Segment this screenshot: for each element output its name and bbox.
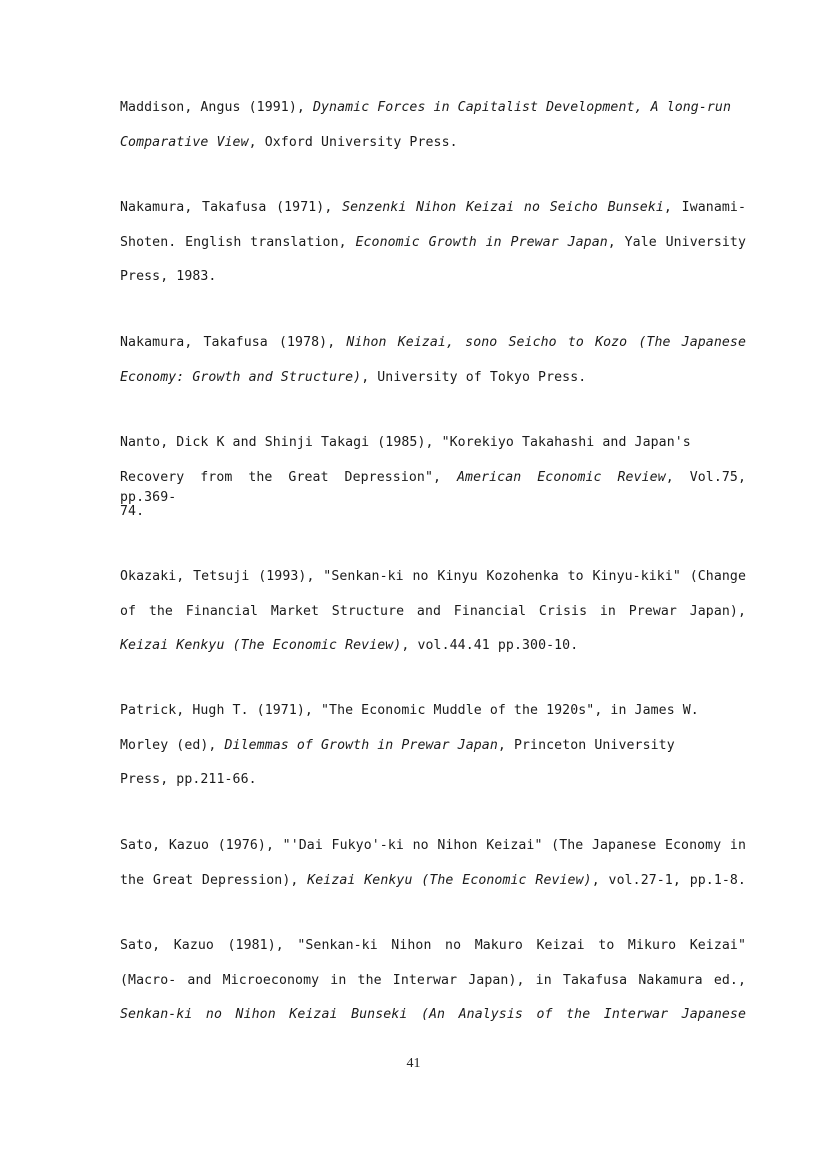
reference-italic-text: Senkan-ki no Nihon Keizai Bunseki (An Analysis of the Interwar Japanese bbox=[120, 1007, 746, 1022]
reference-line bbox=[120, 602, 746, 622]
reference-text: , vol.44.41 pp.300-10. bbox=[401, 638, 579, 653]
reference-italic-text: Dilemmas of Growth in Prewar Japan bbox=[224, 737, 498, 753]
reference-line bbox=[120, 468, 747, 505]
reference-text: Sato, Kazuo (1976), "'Dai Fukyo'-ki no Nihon Keizai" (The Japanese Economy in bbox=[120, 838, 746, 853]
reference-italic-text: Keizai Kenkyu (The Economic Review) bbox=[307, 872, 592, 888]
reference-italic-text: Dynamic Forces in Capitalist Development, A long-run bbox=[312, 100, 732, 115]
reference-line bbox=[120, 198, 746, 218]
reference-text: Nakamura, Takafusa (1971), bbox=[120, 200, 343, 215]
reference-line bbox=[120, 636, 578, 656]
reference-line bbox=[120, 936, 746, 956]
reference-text: Okazaki, Tetsuji (1993), "Senkan-ki no Kinyu Kozohenka to Kinyu-kiki" (Change bbox=[120, 569, 746, 584]
reference-line bbox=[120, 736, 675, 756]
reference-text: , University of Tokyo Press. bbox=[361, 369, 587, 385]
reference-line bbox=[120, 333, 746, 353]
reference-text: Press, 1983. bbox=[120, 269, 217, 284]
reference-text: , Princeton University bbox=[497, 737, 675, 753]
reference-italic-text: Keizai Kenkyu (The Economic Review) bbox=[120, 638, 402, 653]
reference-text: , Vol.75, pp.369- bbox=[120, 469, 747, 505]
reference-italic-text: Comparative View bbox=[120, 134, 249, 150]
reference-italic-text: Economic Growth in Prewar Japan bbox=[355, 234, 608, 250]
reference-text: , vol.27-1, pp.1-8. bbox=[591, 872, 746, 888]
page-number: 41 bbox=[406, 1056, 421, 1071]
reference-line bbox=[120, 233, 746, 253]
reference-text: Nanto, Dick K and Shinji Takagi (1985), "Korekiyo Takahashi and Japan's bbox=[120, 435, 691, 450]
reference-line bbox=[120, 267, 216, 287]
reference-line bbox=[120, 770, 257, 790]
reference-italic-text: Senzenki Nihon Keizai no Seicho Bunseki bbox=[342, 200, 664, 215]
reference-line bbox=[120, 836, 746, 856]
reference-line bbox=[120, 567, 746, 587]
reference-line bbox=[120, 98, 731, 118]
reference-text: , Oxford University Press. bbox=[248, 134, 458, 150]
reference-italic-text: American Economic Review bbox=[456, 469, 666, 485]
reference-text: Shoten. English translation, bbox=[120, 234, 356, 250]
reference-text: Sato, Kazuo (1981), "Senkan-ki Nihon no Makuro Keizai to Mikuro Keizai" bbox=[120, 938, 746, 953]
reference-text: Press, pp.211-66. bbox=[120, 772, 257, 787]
reference-line bbox=[120, 871, 746, 891]
reference-line bbox=[120, 701, 699, 721]
reference-italic-text: Economy: Growth and Structure) bbox=[120, 369, 362, 385]
reference-line bbox=[120, 368, 586, 388]
reference-text: Recovery from the Great Depression", bbox=[120, 469, 457, 485]
reference-text: Patrick, Hugh T. (1971), "The Economic Muddle of the 1920s", in James W. bbox=[120, 703, 699, 718]
reference-line bbox=[120, 433, 691, 453]
reference-line bbox=[120, 971, 746, 991]
reference-text: Maddison, Angus (1991), bbox=[120, 100, 313, 115]
reference-text: (Macro- and Microeconomy in the Interwar Japan), in Takafusa Nakamura ed., bbox=[120, 972, 746, 988]
reference-line bbox=[120, 1005, 746, 1025]
reference-text: of the Financial Market Structure and Financial Crisis in Prewar Japan), bbox=[120, 603, 746, 619]
reference-italic-text: Nihon Keizai, sono Seicho to Kozo (The Japanese bbox=[346, 335, 746, 350]
reference-line bbox=[120, 502, 144, 522]
reference-line bbox=[120, 133, 458, 153]
reference-text: Nakamura, Takafusa (1978), bbox=[120, 335, 347, 350]
reference-text: , Iwanami- bbox=[663, 200, 746, 215]
reference-text: the Great Depression), bbox=[120, 872, 308, 888]
reference-text: 74. bbox=[120, 504, 145, 519]
reference-text: Morley (ed), bbox=[120, 737, 225, 753]
reference-text: , Yale University bbox=[607, 234, 746, 250]
